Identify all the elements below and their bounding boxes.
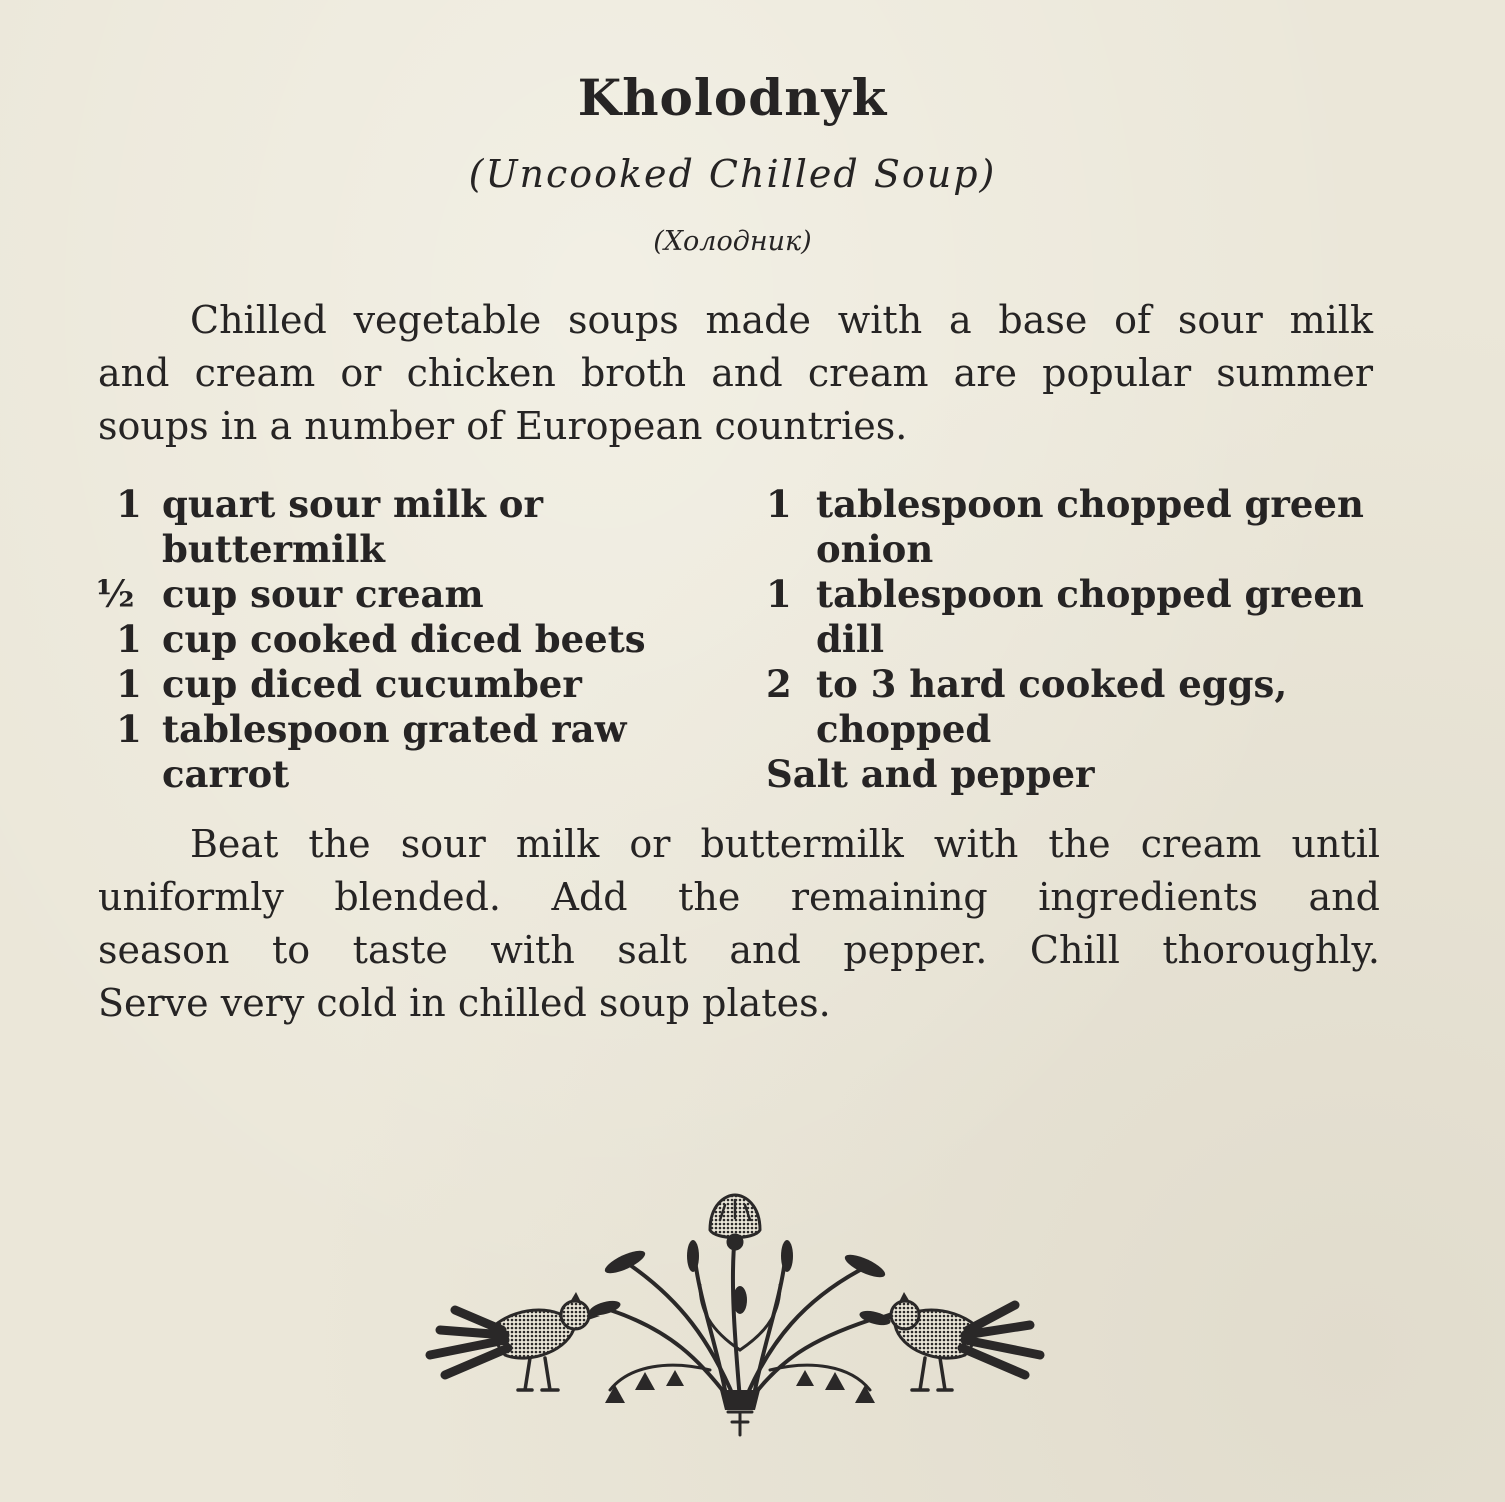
instruction-line: Beat the sour milk or buttermilk with the cream until	[190, 822, 1380, 866]
ingredient-quantity: 1	[116, 707, 142, 751]
ingredient-item	[96, 707, 656, 797]
ingredient-line: Salt and pepper	[766, 752, 1095, 796]
ingredient-quantity: 1	[116, 617, 142, 661]
ingredient-line: quart sour milk or	[162, 482, 543, 526]
intro-line: and cream or chicken broth and cream are popular summer	[98, 351, 1373, 395]
instruction-line: uniformly blended. Add the remaining ingredients and	[98, 875, 1380, 919]
ingredient-line: buttermilk	[162, 527, 385, 571]
ingredients-right-column	[766, 482, 1386, 797]
ingredient-line: tablespoon chopped green	[816, 482, 1364, 526]
ingredient-item	[766, 662, 1386, 752]
ingredient-line: to 3 hard cooked eggs,	[816, 662, 1288, 706]
recipe-subtitle: (Uncooked Chilled Soup)	[468, 152, 997, 196]
intro-line: soups in a number of European countries.	[98, 404, 908, 448]
ingredient-line: tablespoon chopped green	[816, 572, 1364, 616]
ingredient-description	[162, 707, 656, 797]
ingredient-item	[766, 482, 1386, 572]
instruction-line: season to taste with salt and pepper. Chill thoroughly.	[98, 928, 1380, 972]
ingredient-line: tablespoon grated raw	[162, 707, 627, 751]
ingredient-quantity: 1	[766, 572, 792, 616]
ingredient-item	[766, 572, 1386, 662]
ingredient-line: cup sour cream	[162, 572, 484, 616]
ingredient-description	[162, 572, 656, 617]
ingredient-item	[96, 482, 656, 572]
instruction-line: Serve very cold in chilled soup plates.	[98, 981, 831, 1025]
instructions-paragraph	[98, 818, 1380, 1030]
ingredient-item	[766, 752, 1386, 797]
ingredient-description	[162, 662, 656, 707]
ingredient-line: onion	[816, 527, 934, 571]
folk-floral-birds-ornament-icon	[410, 1190, 1060, 1450]
ingredient-quantity: 1	[766, 482, 792, 526]
ingredient-description	[162, 617, 656, 662]
ingredient-quantity: 2	[766, 662, 792, 706]
intro-paragraph	[98, 294, 1373, 453]
ingredient-description	[162, 482, 656, 572]
ingredient-line: cup diced cucumber	[162, 662, 582, 706]
ingredient-quantity: 1	[116, 482, 142, 526]
ingredient-item	[96, 572, 656, 617]
ingredient-description	[766, 752, 1386, 797]
ingredient-item	[96, 617, 656, 662]
native-title: (Холодник)	[653, 226, 812, 257]
ingredient-quantity: 1	[116, 662, 142, 706]
ingredient-item	[96, 662, 656, 707]
ingredient-description	[816, 482, 1386, 572]
recipe-title: Kholodnyk	[577, 68, 888, 127]
ingredient-quantity: ½	[96, 572, 135, 616]
ingredient-description	[816, 572, 1386, 662]
ingredient-description	[816, 662, 1386, 752]
ingredient-line: dill	[816, 617, 885, 661]
intro-line: Chilled vegetable soups made with a base of sour milk	[190, 298, 1373, 342]
ingredient-line: chopped	[816, 707, 992, 751]
ingredient-line: carrot	[162, 752, 290, 796]
ingredients-left-column	[96, 482, 656, 797]
ingredient-line: cup cooked diced beets	[162, 617, 646, 661]
